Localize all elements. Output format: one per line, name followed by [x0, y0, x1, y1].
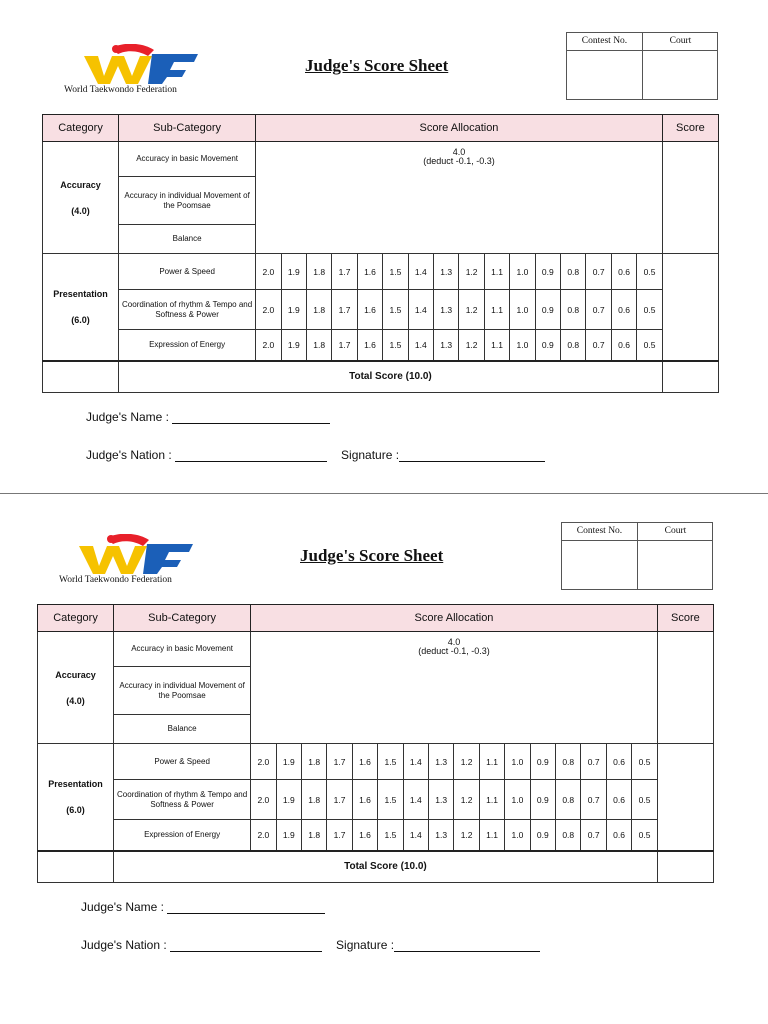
score-option[interactable]: 1.1 [479, 780, 504, 820]
score-option[interactable]: 1.7 [327, 744, 352, 780]
judge-nation-label: Judge's Nation : [81, 938, 167, 952]
score-option[interactable]: 1.1 [479, 820, 504, 851]
score-option[interactable]: 1.9 [281, 330, 306, 361]
score-option[interactable]: 2.0 [251, 780, 276, 820]
score-option[interactable]: 1.1 [479, 744, 504, 780]
score-option[interactable]: 0.9 [530, 744, 555, 780]
score-option[interactable]: 0.9 [535, 290, 560, 330]
total-score-label: Total Score (10.0) [114, 851, 658, 883]
sub-individual-movement: Accuracy in individual Movement of the Poomsae [114, 667, 251, 715]
score-option[interactable]: 1.4 [403, 744, 428, 780]
score-option[interactable]: 1.0 [505, 820, 530, 851]
judge-nation-line[interactable] [170, 939, 322, 952]
score-option[interactable]: 1.6 [352, 744, 377, 780]
score-option[interactable]: 1.2 [459, 254, 484, 290]
score-option[interactable]: 1.2 [459, 330, 484, 361]
score-option[interactable]: 0.7 [586, 254, 611, 290]
box-divider [642, 50, 643, 100]
total-score-cell[interactable] [662, 361, 718, 393]
score-option[interactable]: 1.5 [378, 744, 403, 780]
score-option[interactable]: 1.5 [383, 254, 408, 290]
score-option[interactable]: 1.9 [281, 290, 306, 330]
score-option[interactable]: 0.5 [637, 330, 663, 361]
score-option[interactable]: 1.9 [276, 820, 301, 851]
total-score-cell[interactable] [657, 851, 713, 883]
score-option[interactable]: 1.4 [403, 780, 428, 820]
score-option[interactable]: 0.8 [556, 820, 581, 851]
score-option[interactable]: 0.5 [637, 254, 663, 290]
total-score-label: Total Score (10.0) [119, 361, 663, 393]
score-option[interactable]: 1.4 [408, 290, 433, 330]
score-option[interactable]: 1.5 [378, 820, 403, 851]
page-title: Judge's Score Sheet [300, 546, 444, 565]
sub-individual-movement: Accuracy in individual Movement of the Poomsae [119, 177, 256, 225]
score-sheet-2 [0, 490, 768, 960]
score-option[interactable]: 1.4 [403, 820, 428, 851]
score-option[interactable]: 1.8 [306, 254, 331, 290]
sub-balance: Balance [119, 225, 256, 254]
score-option[interactable]: 1.5 [378, 780, 403, 820]
header-subcategory: Sub-Category [119, 115, 256, 142]
score-option[interactable]: 1.0 [505, 780, 530, 820]
score-option[interactable]: 1.7 [327, 820, 352, 851]
score-option[interactable]: 1.7 [332, 290, 357, 330]
score-option[interactable]: 1.7 [332, 330, 357, 361]
page-divider [0, 493, 768, 494]
score-option[interactable]: 1.7 [332, 254, 357, 290]
score-option[interactable]: 1.3 [434, 290, 459, 330]
score-option[interactable]: 0.6 [606, 780, 631, 820]
score-option[interactable]: 0.5 [632, 780, 658, 820]
score-option[interactable]: 1.7 [327, 780, 352, 820]
wtf-logo [59, 534, 199, 594]
sub-expression-energy: Expression of Energy [114, 820, 251, 851]
judge-nation-field[interactable] [86, 448, 545, 462]
total-blank [38, 851, 114, 883]
judge-nation-line[interactable] [175, 449, 327, 462]
score-option[interactable]: 0.7 [586, 330, 611, 361]
score-option[interactable]: 1.0 [505, 744, 530, 780]
page-title: Judge's Score Sheet [305, 56, 449, 75]
wtf-logo [64, 44, 204, 104]
contest-court-box [566, 32, 718, 100]
judge-name-line[interactable] [172, 411, 330, 424]
score-option[interactable]: 1.8 [306, 290, 331, 330]
score-sheet-1 [0, 0, 768, 470]
score-option[interactable]: 2.0 [256, 330, 281, 361]
signature-line[interactable] [394, 939, 540, 952]
score-option[interactable]: 2.0 [256, 290, 281, 330]
score-option[interactable]: 2.0 [256, 254, 281, 290]
score-option[interactable]: 0.8 [556, 780, 581, 820]
contest-no-label: Contest No. [562, 523, 638, 541]
judge-name-label: Judge's Name : [86, 410, 169, 424]
header-score-allocation: Score Allocation [251, 605, 658, 632]
federation-name: World Taekwondo Federation [64, 85, 177, 95]
score-option[interactable]: 1.8 [301, 820, 326, 851]
accuracy-allocation: 4.0 (deduct -0.1, -0.3) [251, 632, 658, 744]
score-option[interactable]: 0.8 [561, 254, 586, 290]
signature-label: Signature : [336, 938, 395, 952]
score-option[interactable]: 1.6 [357, 254, 382, 290]
score-option[interactable]: 0.6 [606, 820, 631, 851]
contest-no-label: Contest No. [567, 33, 643, 51]
score-option[interactable]: 1.3 [429, 780, 454, 820]
sub-rhythm-tempo: Coordination of rhythm & Tempo and Softness & Power [119, 290, 256, 330]
judge-name-line[interactable] [167, 901, 325, 914]
header-category: Category [38, 605, 114, 632]
score-option[interactable]: 1.6 [357, 290, 382, 330]
score-option[interactable]: 1.4 [408, 254, 433, 290]
judge-nation-label: Judge's Nation : [86, 448, 172, 462]
score-option[interactable]: 1.0 [510, 330, 535, 361]
category-presentation: Presentation (6.0) [43, 254, 119, 361]
score-option[interactable]: 1.0 [510, 290, 535, 330]
category-accuracy: Accuracy (4.0) [38, 632, 114, 744]
score-option[interactable]: 1.6 [352, 780, 377, 820]
score-option[interactable]: 1.1 [484, 290, 509, 330]
score-option[interactable]: 0.9 [535, 330, 560, 361]
presentation-score-cell[interactable] [657, 744, 713, 851]
score-option[interactable]: 0.8 [561, 330, 586, 361]
sub-basic-movement: Accuracy in basic Movement [119, 142, 256, 177]
score-option[interactable]: 1.9 [276, 744, 301, 780]
box-divider [637, 540, 638, 590]
judge-name-label: Judge's Name : [81, 900, 164, 914]
presentation-score-cell[interactable] [662, 254, 718, 361]
score-option[interactable]: 0.5 [632, 744, 658, 780]
sub-balance: Balance [114, 715, 251, 744]
score-option[interactable]: 0.6 [611, 290, 636, 330]
judge-name-field[interactable] [86, 410, 330, 424]
score-table [42, 114, 719, 393]
header-category: Category [43, 115, 119, 142]
category-accuracy: Accuracy (4.0) [43, 142, 119, 254]
score-option[interactable]: 1.9 [276, 780, 301, 820]
score-option[interactable]: 1.3 [429, 820, 454, 851]
score-option[interactable]: 0.6 [606, 744, 631, 780]
accuracy-allocation: 4.0 (deduct -0.1, -0.3) [256, 142, 663, 254]
score-option[interactable]: 1.3 [434, 330, 459, 361]
score-option[interactable]: 0.7 [581, 744, 606, 780]
accuracy-score-cell[interactable] [657, 632, 713, 744]
sub-power-speed: Power & Speed [119, 254, 256, 290]
score-option[interactable]: 1.6 [357, 330, 382, 361]
federation-name: World Taekwondo Federation [59, 575, 172, 585]
score-option[interactable]: 0.7 [586, 290, 611, 330]
court-label: Court [643, 33, 718, 51]
score-option[interactable]: 1.4 [408, 330, 433, 361]
signature-line[interactable] [399, 449, 545, 462]
score-table [37, 604, 714, 883]
score-option[interactable]: 1.8 [301, 780, 326, 820]
score-option[interactable]: 0.9 [530, 820, 555, 851]
score-option[interactable]: 1.6 [352, 820, 377, 851]
score-option[interactable]: 2.0 [251, 744, 276, 780]
score-option[interactable]: 0.5 [632, 820, 658, 851]
score-option[interactable]: 0.6 [611, 330, 636, 361]
score-option[interactable]: 0.8 [561, 290, 586, 330]
score-option[interactable]: 0.7 [581, 780, 606, 820]
score-option[interactable]: 0.9 [530, 780, 555, 820]
score-option[interactable]: 1.5 [383, 290, 408, 330]
total-blank [43, 361, 119, 393]
score-option[interactable]: 1.1 [484, 254, 509, 290]
sub-power-speed: Power & Speed [114, 744, 251, 780]
score-option[interactable]: 1.3 [429, 744, 454, 780]
court-label: Court [638, 523, 713, 541]
score-option[interactable]: 1.8 [306, 330, 331, 361]
sub-expression-energy: Expression of Energy [119, 330, 256, 361]
accuracy-score-cell[interactable] [662, 142, 718, 254]
category-presentation: Presentation (6.0) [38, 744, 114, 851]
header-subcategory: Sub-Category [114, 605, 251, 632]
header-score: Score [657, 605, 713, 632]
header-score-allocation: Score Allocation [256, 115, 663, 142]
contest-court-box [561, 522, 713, 590]
sub-basic-movement: Accuracy in basic Movement [114, 632, 251, 667]
score-option[interactable]: 1.3 [434, 254, 459, 290]
signature-label: Signature : [341, 448, 400, 462]
score-option[interactable]: 1.8 [301, 744, 326, 780]
score-option[interactable]: 1.1 [484, 330, 509, 361]
wtf-logo-icon [82, 44, 202, 86]
score-option[interactable]: 1.2 [459, 290, 484, 330]
header-score: Score [662, 115, 718, 142]
sub-rhythm-tempo: Coordination of rhythm & Tempo and Softness & Power [114, 780, 251, 820]
score-option[interactable]: 2.0 [251, 820, 276, 851]
judge-name-field[interactable] [81, 900, 325, 914]
score-option[interactable]: 0.9 [535, 254, 560, 290]
score-option[interactable]: 0.6 [611, 254, 636, 290]
score-option[interactable]: 1.5 [383, 330, 408, 361]
score-option[interactable]: 0.8 [556, 744, 581, 780]
score-option[interactable]: 1.0 [510, 254, 535, 290]
score-option[interactable]: 1.9 [281, 254, 306, 290]
score-option[interactable]: 1.2 [454, 744, 479, 780]
score-option[interactable]: 0.5 [637, 290, 663, 330]
judge-nation-field[interactable] [81, 938, 540, 952]
score-option[interactable]: 1.2 [454, 780, 479, 820]
score-option[interactable]: 1.2 [454, 820, 479, 851]
wtf-logo-icon [77, 534, 197, 576]
score-option[interactable]: 0.7 [581, 820, 606, 851]
